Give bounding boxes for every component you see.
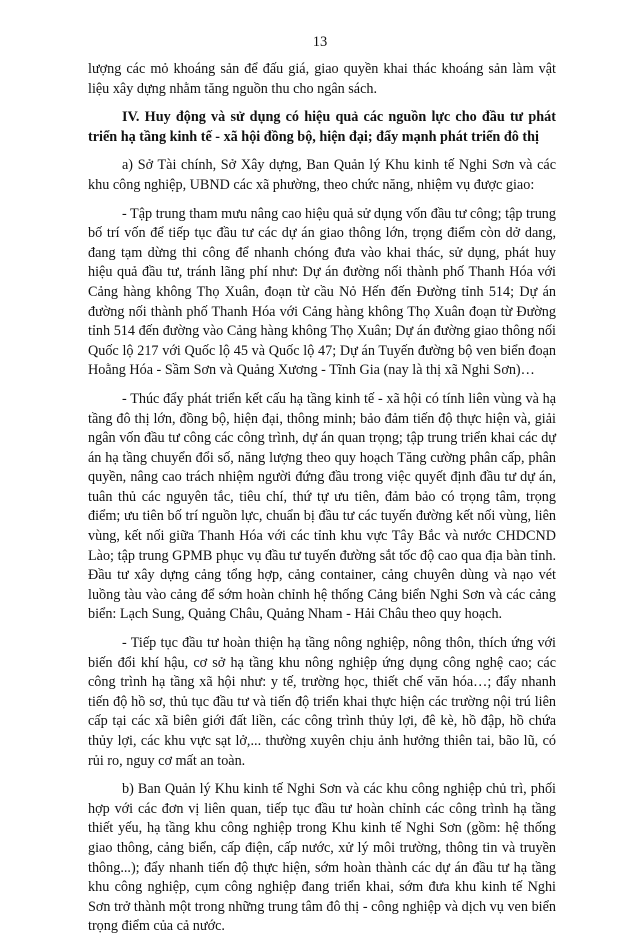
page-content — [88, 60, 556, 946]
paragraph-bullet-rural-infrastructure: - Tiếp tục đầu tư hoàn thiện hạ tầng nông nghiệp, nông thôn, thích ứng với biến đổi khí hậu, cơ sở hạ tầng khu nông nghiệp ứng dụng công nghệ cao; các công trình hạ tầng xã hội như: y tế, trường học, thiết chế văn hóa…; đẩy nhanh tiến độ hồ sơ, thủ tục đầu tư và tiến độ triển khai thực hiện các trường nội trú liên cấp tại các xã biên giới đất liền, các công trình thủy lợi, đê kè, hồ đập, hồ chứa thủy lợi, các khu vực sạt lở,... thường xuyên chịu ảnh hưởng thiên tai, bão lũ, có rủi ro, nguy cơ mất an toàn. — [88, 635, 556, 769]
page-number: 13 — [312, 34, 328, 50]
paragraph-b-economic-zone: b) Ban Quản lý Khu kinh tế Nghi Sơn và các khu công nghiệp chủ trì, phối hợp với các đơn vị liên quan, tiếp tục đầu tư hoàn chỉnh các công trình hạ tầng thiết yếu, hạ tầng khu công nghiệp trong Khu kinh tế Nghi Sơn (gồm: hệ thống giao thông, cảng biển, cấp điện, cấp nước, xử lý môi trường, thông tin và truyền thông...); đẩy nhanh tiến độ thực hiện, sớm hoàn thành các dự án đầu tư hạ tầng khu công nghiệp, cụm công nghiệp đang triển khai, sớm đưa khu kinh tế Nghi Sơn trở thành một trong những trung tâm đô thị - công nghiệp và dịch vụ ven biển trọng điểm của cả nước. — [88, 781, 556, 935]
paragraph-bullet-infrastructure: - Thúc đẩy phát triển kết cấu hạ tầng kinh tế - xã hội có tính liên vùng và hạ tầng đô thị lớn, đồng bộ, hiện đại, thông minh; bảo đảm tiến độ thực hiện và, giải ngân vốn đầu tư công các công trình, dự án quan trọng; tập trung triển khai các dự án hạ tầng chuyển đổi số, năng lượng theo quy hoạch Tăng cường phân cấp, phân quyền, nâng cao trách nhiệm người đứng đầu trong việc quyết định đầu tư dự án, tuân thủ các nguyên tắc, tiêu chí, thứ tự ưu tiên, đảm bảo có trọng tâm, trọng điểm; ưu tiên bố trí nguồn lực, chuẩn bị đầu tư các tuyến đường kết nối vùng, liên vùng, kết nối giữa Thanh Hóa với các tỉnh khu vực Tây Bắc và nước CHDCND Lào; tập trung GPMB phục vụ đầu tư tuyến đường sắt tốc độ cao qua địa bàn tỉnh. Đầu tư xây dựng cảng tổng hợp, cảng container, cảng chuyên dùng và nạo vét luồng tàu vào cảng để sớm hoàn chỉnh hệ thống Cảng biển Nghi Sơn và các cảng biển: Lạch Sung, Quảng Châu, Quảng Nham - Hải Châu theo quy hoạch. — [88, 390, 556, 623]
continuation-paragraph: lượng các mỏ khoáng sản để đấu giá, giao quyền khai thác khoáng sản làm vật liệu xây dựng nhằm tăng nguồn thu cho ngân sách. — [88, 61, 556, 97]
section-heading-iv: IV. Huy động và sử dụng có hiệu quả các nguồn lực cho đầu tư phát triển hạ tầng kinh tế - xã hội đồng bộ, hiện đại; đẩy mạnh phát triển đô thị — [88, 109, 556, 145]
paragraph-bullet-investment-capital: - Tập trung tham mưu nâng cao hiệu quả sử dụng vốn đầu tư công; tập trung bố trí vốn để tiếp tục đầu tư các dự án giao thông lớn, trọng điểm còn dở dang, đang tạm dừng thi công để nhanh chóng đưa vào khai thác, sử dụng, phát huy hiệu quả đầu tư, tránh lãng phí như: Dự án đường nối thành phố Thanh Hóa với Cảng hàng không Thọ Xuân, đoạn từ cầu Nỏ Hến đến Đường tỉnh 514; Dự án đường nối thành phố Thanh Hóa với Cảng hàng không Thọ Xuân đoạn từ Đường tỉnh 514 đến đường vào Cảng hàng không Thọ Xuân; Dự án đường giao thông nối Quốc lộ 217 với Quốc lộ 45 và Quốc lộ 47; Dự án Tuyến đường bộ ven biển đoạn Hoằng Hóa - Sầm Sơn và Quảng Xương - Tĩnh Gia (nay là thị xã Nghi Sơn)… — [88, 205, 556, 379]
paragraph-a-intro: a) Sở Tài chính, Sở Xây dựng, Ban Quản lý Khu kinh tế Nghi Sơn và các khu công nghiệp, UBND các xã phường, theo chức năng, nhiệm vụ được giao: — [88, 157, 556, 193]
